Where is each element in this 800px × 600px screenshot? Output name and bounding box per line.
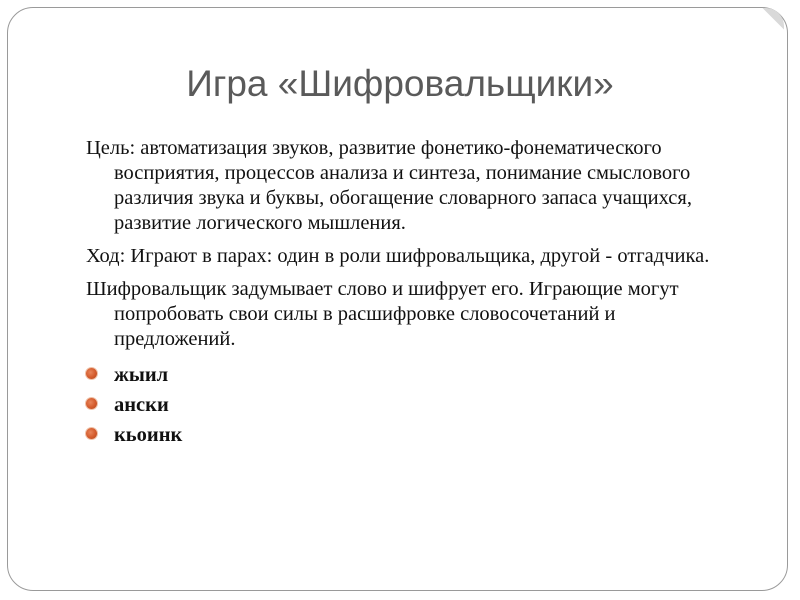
procedure-paragraph: Ход: Играют в парах: один в роли шифровальщика, другой - отгадчика. <box>86 245 710 267</box>
list-item <box>86 360 726 390</box>
description-paragraph: Шифровальщик задумывает слово и шифрует его. Играющие могут попробовать свои силы в расшифровке словосочетаний и предложений. <box>86 278 679 350</box>
encrypted-word: жыил <box>114 364 169 386</box>
encrypted-word: ански <box>114 394 169 416</box>
circle-bullet-icon <box>86 428 97 439</box>
circle-bullet-icon <box>86 398 97 409</box>
slide-content <box>86 136 726 450</box>
page-curl-decoration <box>762 8 784 30</box>
encrypted-word: кьоинк <box>114 424 183 446</box>
list-item <box>86 420 726 450</box>
goal-paragraph: Цель: автоматизация звуков, развитие фонетико-фонематического восприятия, процессов анализа и синтеза, понимание смыслового различия звука и буквы, обогащение словарного запаса учащихся, развитие логического мышления. <box>86 137 692 234</box>
slide-title: Игра «Шифровальщики» <box>186 63 614 104</box>
circle-bullet-icon <box>86 368 97 379</box>
list-item <box>86 390 726 420</box>
encrypted-words-list <box>86 360 726 450</box>
